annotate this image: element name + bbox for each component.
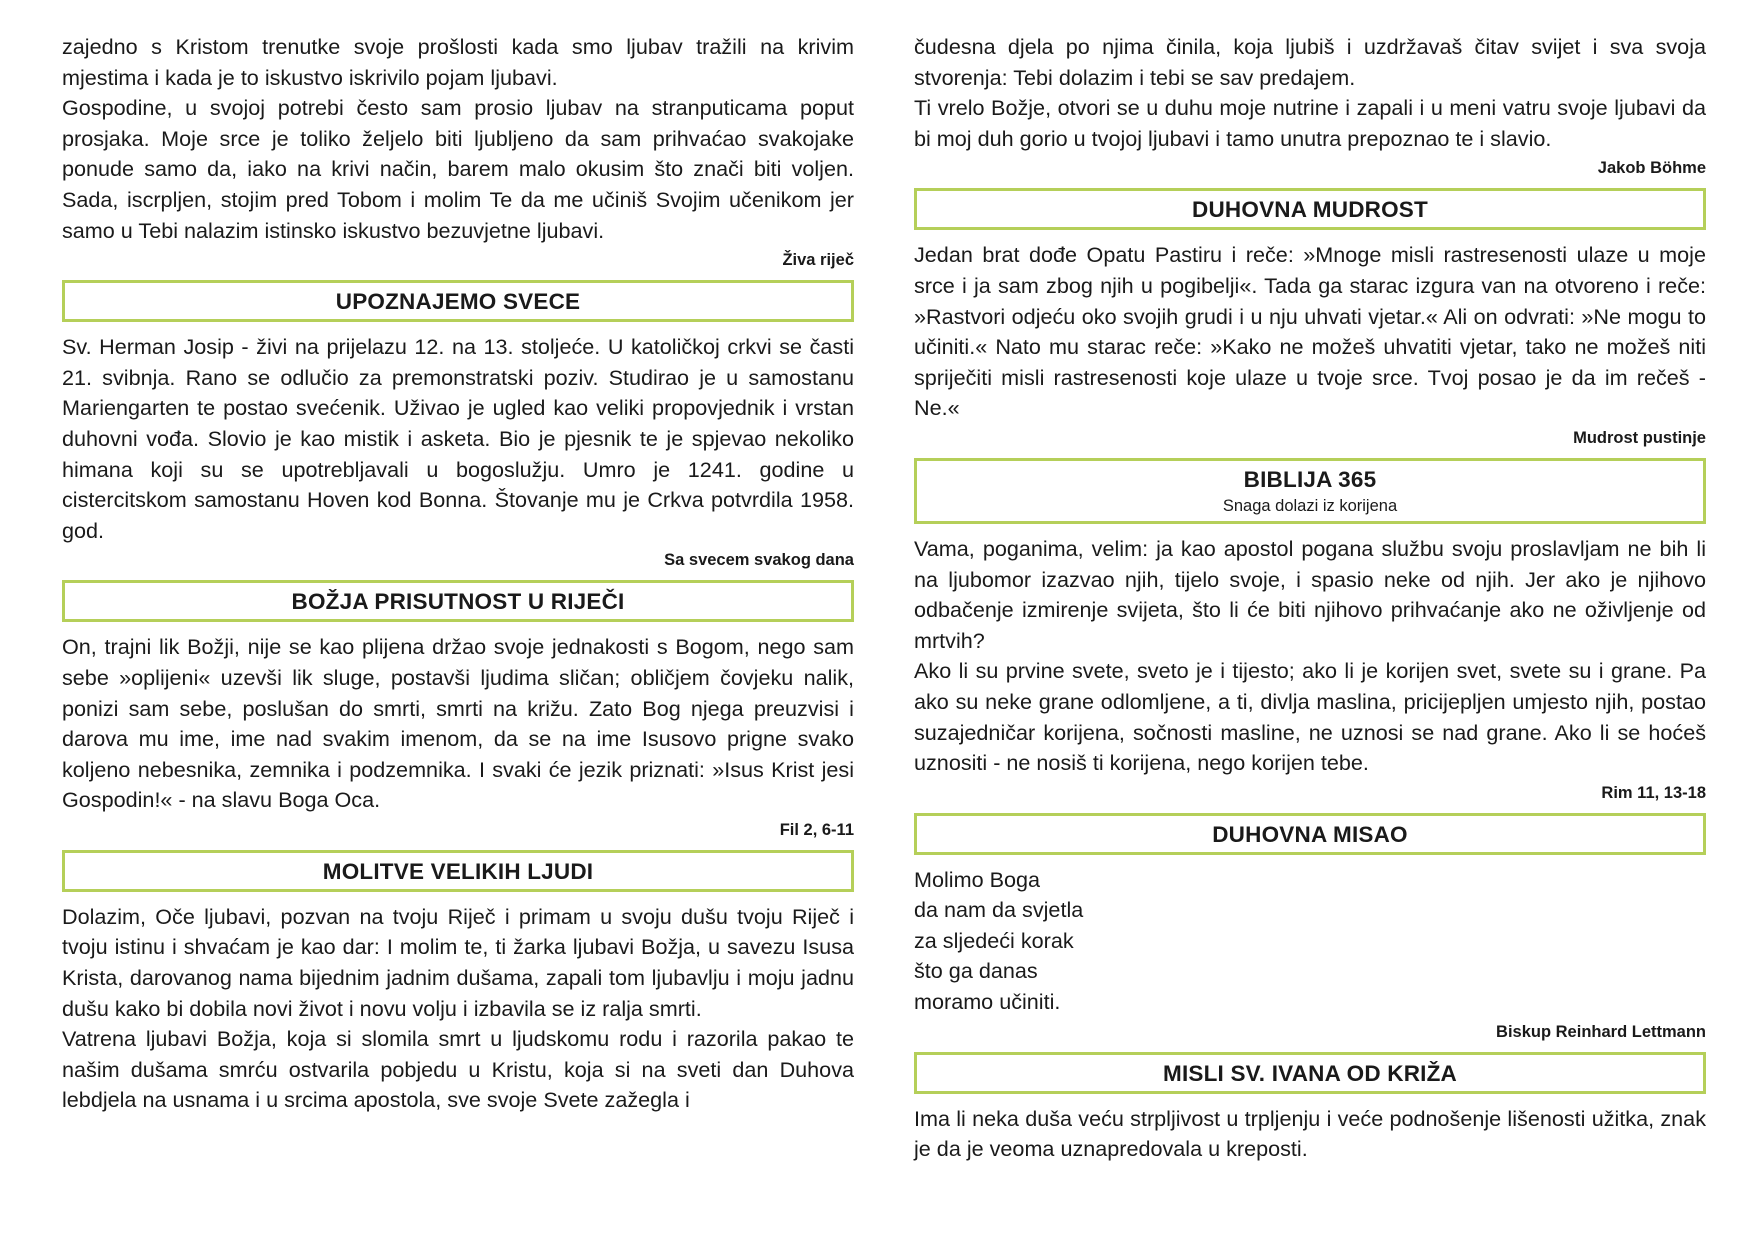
section-subtitle: Snaga dolazi iz korijena (1222, 496, 1398, 515)
intro-source: Živa riječ (782, 251, 854, 270)
mudrost-text: Jedan brat dođe Opatu Pastiru i reče: »Mnoge misli rastresenosti ulaze u moje srce i ja sam zbog njih u pogibelji«. Tada ga starac izgura van na otvoreno i reče: »Rastvori odjeću oko svojih grudi i u nju uhvati vjetar.« Ali on odvrati: »Ne mogu to učiniti.« Nato mu starac reče: »Kako ne možeš uhvatiti vjetar, tako ne možeš niti spriječiti misli rastresenosti koje ulaze u tvoje srce. Tvoj posao je da im rečeš - Ne.« (914, 242, 1706, 421)
left-column (62, 32, 854, 1116)
section-title: MOLITVE VELIKIH LJUDI (322, 858, 594, 884)
section-header-molitve (62, 850, 854, 892)
bozja-source: Fil 2, 6-11 (779, 820, 854, 839)
section-title: MISLI SV. IVANA OD KRIŽA (1163, 1060, 1457, 1086)
misao-source: Biskup Reinhard Lettmann (1496, 1022, 1706, 1041)
bozja-text: On, trajni lik Božji, nije se kao plijena držao svoje jednakosti s Bogom, nego sam sebe »oplijeni« uzevši lik sluge, postavši ljudima sličan; obličjem čovjeku nalik, ponizi sam sebe, poslušan do smrti, smrti na križu. Zato Bog njega preuzvisi i darova mu ime, ime nad svakim imenom, da se na ime Isusovo prigne svako koljeno nebesnika, zemnika i podzemnika. I svaki će jezik priznati: »Isus Krist jesi Gospodin!« - na slavu Boga Oca. (62, 634, 854, 813)
molitve-text: Dolazim, Oče ljubavi, pozvan na tvoju Riječ i primam u svoju dušu tvoju Riječ i tvoju istinu i shvaćam je kao dar: I molim te, ti žarka ljubavi Božja, u savezu Isusa Krista, darovanog nama bijednim jadnim dušama, zapali tom ljubavlju i moju jadnu dušu kako bi dobila novi život i novu volju i izbavila se iz ralja smrti. Vatrena ljubavi Božja, koja si slomila smrt u ljudskomu rodu i razorila pakao te našim dušama smrću ostvarila pobjedu u Kristu, koja si na sveti dan Duhova lebdjela na usnama i u srcima apostola, sve svoje Svete zažegla i (62, 903, 854, 1113)
section-header-misao (914, 813, 1706, 855)
section-header-upoznajemo (62, 280, 854, 322)
section-header-bozja (62, 580, 854, 622)
misao-text: Molimo Boga da nam da svjetla za sljedeći korak što ga danas moramo učiniti. (914, 866, 1084, 1015)
section-title: DUHOVNA MUDROST (1192, 197, 1428, 223)
mudrost-source: Mudrost pustinje (1573, 428, 1706, 447)
ivan-text: Ima li neka duša veću strpljivost u trpljenju i veće podnošenje lišenosti užitka, znak je da je veoma uznapredovala u kreposti. (914, 1105, 1706, 1162)
intro-text: zajedno s Kristom trenutke svoje prošlosti kada smo ljubav tražili na krivim mjestima i kada je to iskustvo iskrivilo pojam ljubavi. Gospodine, u svojoj potrebi često sam prosio ljubav na stranputicama poput prosjaka. Moje srce je toliko željelo biti ljubljeno da sam prihvaćao svakojake ponude samo da, iako na krivi način, barem malo okusim što znači biti voljen. Sada, iscrpljen, stojim pred Tobom i molim Te da me učiniš Svojim učenikom jer samo u Tebi nalazim istinsko iskustvo bezuvjetne ljubavi. (62, 34, 854, 243)
section-title: BIBLIJA 365 (1243, 466, 1377, 492)
biblija-source: Rim 11, 13-18 (1601, 783, 1706, 802)
section-header-mudrost (914, 188, 1706, 230)
section-title: BOŽJA PRISUTNOST U RIJEČI (291, 589, 625, 615)
upoznajemo-source: Sa svecem svakog dana (664, 551, 854, 570)
section-title: DUHOVNA MISAO (1212, 821, 1408, 847)
section-header-biblija (914, 458, 1706, 524)
upoznajemo-text: Sv. Herman Josip - živi na prijelazu 12. na 13. stoljeće. U katoličkoj crkvi se časti 21. svibnja. Rano se odlučio za premonstratski poziv. Studirao je u samostanu Mariengarten te postao svećenik. Uživao je ugled kao veliki propovjednik i vrstan duhovni vođa. Slovio je kao mistik i asketa. Bio je pjesnik te je spjevao nekoliko himana koji su se upotrebljavali u bogoslužju. Umro je 1241. godine u cistercitskom samostanu Hoven kod Bonna. Štovanje mu je Crkva potvrdila 1958. god. (62, 334, 854, 543)
section-header-ivan (914, 1052, 1706, 1094)
section-title: UPOZNAJEMO SVECE (335, 289, 581, 315)
biblija-text: Vama, poganima, velim: ja kao apostol pogana službu svoju proslavljam ne bih li na ljubomor izazvao njih, tijelo svoje, i spasio neke od njih. Jer ako je njihovo odbačenje izmirenje svijeta, što li će biti njihovo prihvaćanje ako ne oživljenje od mrtvih? Ako li su prvine svete, sveto je i tijesto; ako li je korijen svet, svete su i grane. Pa ako su neke grane odlomljene, a ti, divlja maslina, pricijepljen umjesto njih, postao suzajedničar korijena, sočnosti masline, ne uznosi se nad grane. Ako li se hoćeš uznositi - ne nosiš ti korijena, nego korijen tebe. (914, 535, 1706, 776)
right-column (914, 32, 1706, 1165)
molitve-source: Jakob Böhme (1597, 159, 1706, 178)
molitve-continued-text: čudesna djela po njima činila, koja ljubiš i uzdržavaš čitav svijet i sva svoja stvorenja: Tebi dolazim i tebi se sav predajem. Ti vrelo Božje, otvori se u duhu moje nutrine i zapali i u meni vatru svoje ljubavi da bi moj duh gorio u tvojoj ljubavi i tamo unutra prepoznao te i slavio. (914, 34, 1706, 151)
